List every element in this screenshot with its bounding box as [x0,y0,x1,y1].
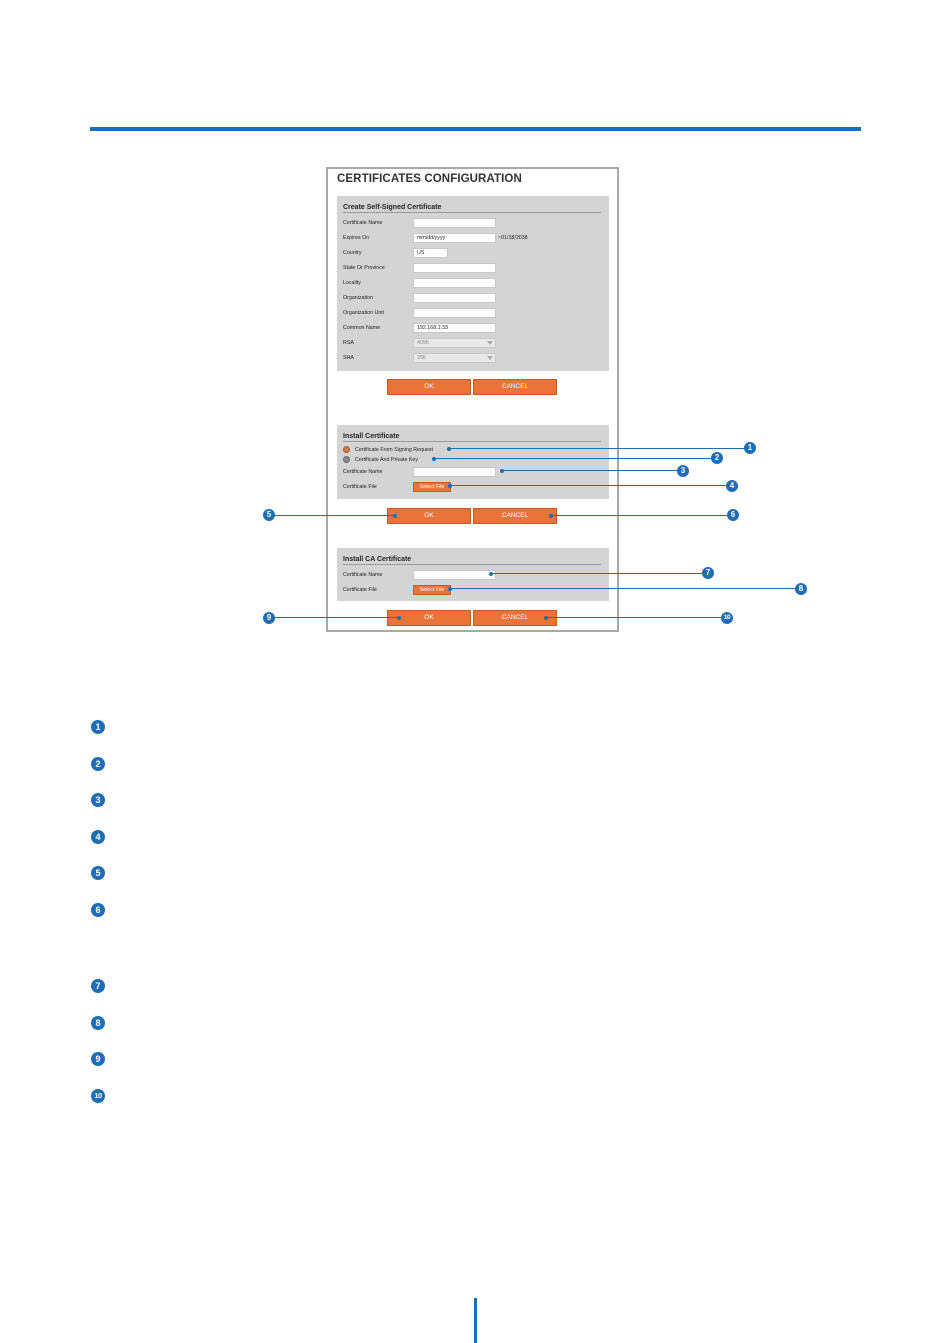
organization-input[interactable] [413,293,496,303]
field-label-certificate-name: Certificate Name [343,220,383,226]
radio-private-key[interactable] [343,456,350,463]
panel-title: CERTIFICATES CONFIGURATION [337,173,522,185]
callout-badge-1: 1 [744,442,756,454]
callout-badge-2: 2 [711,452,723,464]
callout-badge-8: 8 [795,583,807,595]
field-label-country: Country [343,250,362,256]
callout-badge-3: 3 [677,465,689,477]
expires-on-input[interactable]: mm/dd/yyyy [413,233,496,243]
callout-line-5 [274,515,394,516]
callout-line-7 [491,573,702,574]
install-certificate-title: Install Certificate [343,433,400,440]
list-badge-7: 7 [91,979,105,993]
list-badge-10: 10 [91,1089,105,1103]
section-divider [343,441,601,442]
field-label-organization-unit: Organization Unit [343,310,384,316]
callout-badge-5: 5 [263,509,275,521]
callout-line-2 [434,458,712,459]
header-rule [90,127,861,131]
field-label-common-name: Common Name [343,325,381,331]
callout-dot [397,616,401,620]
field-label-rsa: RSA [343,340,354,346]
state-input[interactable] [413,263,496,273]
country-input[interactable]: US [413,248,448,258]
field-label-sha: SHA [343,355,354,361]
ca-ok-button[interactable]: OK [387,610,471,626]
radio-private-key-label: Certificate And Private Key [355,457,419,463]
rsa-value: 4096 [417,340,429,346]
field-label-state: State Or Province [343,265,385,271]
callout-line-4 [450,485,726,486]
callout-line-10 [546,617,722,618]
section-divider [343,564,601,565]
callout-badge-6: 6 [727,509,739,521]
sha-value: 256 [417,355,426,361]
section-divider [343,212,601,213]
install-cert-name-label: Certificate Name [343,469,383,475]
field-label-expires-on: Expires On [343,235,370,241]
list-badge-4: 4 [91,830,105,844]
callout-line-1 [449,448,744,449]
locality-input[interactable] [413,278,496,288]
field-label-organization: Organization [343,295,374,301]
list-badge-1: 1 [91,720,105,734]
callout-dot [393,514,397,518]
list-badge-8: 8 [91,1016,105,1030]
list-badge-3: 3 [91,793,105,807]
install-ok-button[interactable]: OK [387,508,471,524]
expires-on-hint: ~01/18/2038 [498,235,528,241]
callout-line-9 [274,617,398,618]
callout-line-6 [551,515,727,516]
self-signed-ok-button[interactable]: OK [387,379,471,395]
footer-rule [474,1298,477,1343]
chevron-down-icon [487,356,493,360]
ca-cancel-button[interactable]: CANCEL [473,610,557,626]
callout-badge-10: 10 [721,612,733,624]
self-signed-cancel-button[interactable]: CANCEL [473,379,557,395]
install-cert-name-input[interactable] [413,467,496,477]
list-badge-6: 6 [91,903,105,917]
chevron-down-icon [487,341,493,345]
ca-cert-name-label: Certificate Name [343,572,383,578]
callout-badge-4: 4 [726,480,738,492]
self-signed-title: Create Self-Signed Certificate [343,204,442,211]
callout-line-8 [450,588,795,589]
list-badge-2: 2 [91,757,105,771]
rsa-select[interactable] [413,338,496,348]
ca-cert-file-label: Certificate File [343,587,377,593]
install-select-file-button[interactable]: Select File [413,482,451,492]
list-badge-5: 5 [91,866,105,880]
radio-signing-request-label: Certificate From Signing Request [355,447,434,453]
callout-line-3 [502,470,678,471]
ca-cert-name-input[interactable] [413,570,496,580]
list-badge-9: 9 [91,1052,105,1066]
install-cancel-button[interactable]: CANCEL [473,508,557,524]
sha-select[interactable] [413,353,496,363]
radio-signing-request[interactable] [343,446,350,453]
install-cert-file-label: Certificate File [343,484,377,490]
organization-unit-input[interactable] [413,308,496,318]
callout-badge-9: 9 [263,612,275,624]
install-ca-title: Install CA Certificate [343,556,412,563]
certificate-name-input[interactable] [413,218,496,228]
ca-select-file-button[interactable]: Select File [413,585,451,595]
common-name-input[interactable]: 192.168.1.33 [413,323,496,333]
callout-badge-7: 7 [702,567,714,579]
field-label-locality: Locality [343,280,361,286]
